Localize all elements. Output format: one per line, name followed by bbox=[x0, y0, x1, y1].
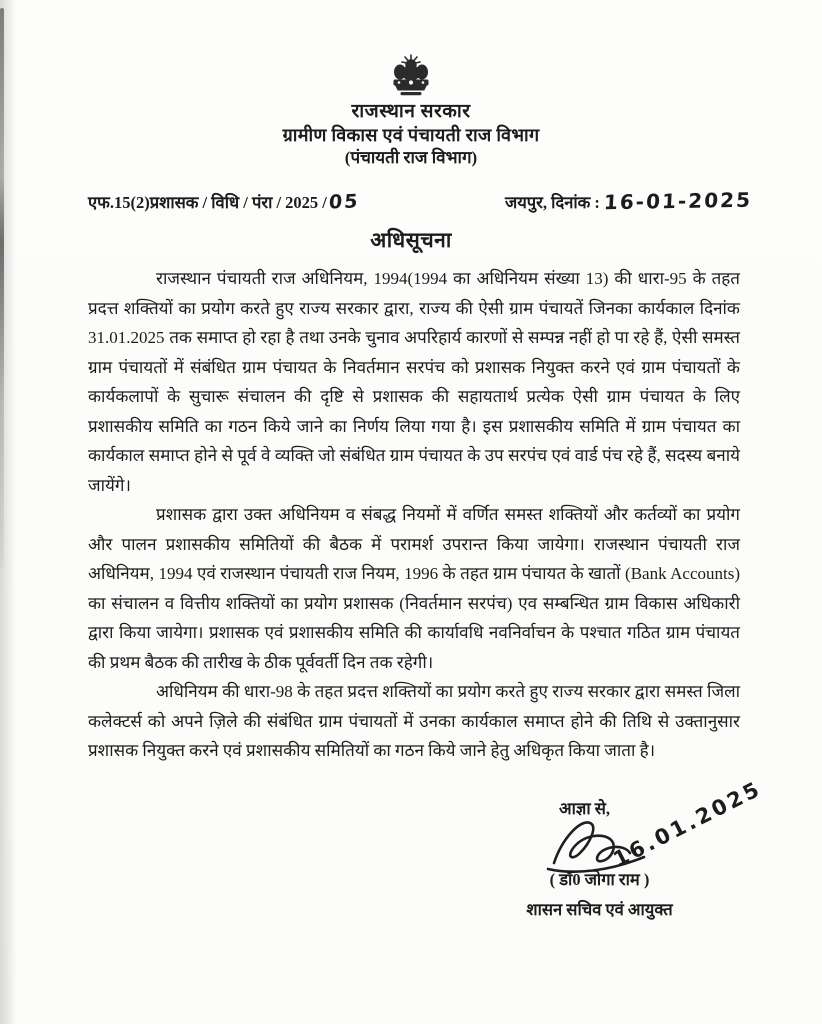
signature-date-handwritten: 16.01.2025 bbox=[609, 776, 766, 872]
signature-block bbox=[492, 776, 766, 920]
place-date-label: जयपुर, दिनांक : bbox=[504, 193, 600, 213]
issue-date-handwritten: 16-01-2025 bbox=[603, 187, 753, 215]
reference-row bbox=[88, 189, 752, 213]
file-number-handwritten: 05 bbox=[328, 190, 361, 214]
body-paragraph: अधिनियम की धारा-98 के तहत प्रदत्त शक्तियों का प्रयोग करते हुए राज्य सरकार द्वारा समस्त जिला कलेक्टर्स को अपने ज़िले की संबंधित ग्राम पंचायतों में उनका कार्यकाल समाप्त होने की तिथि से उक्तानुसार प्रशासक नियुक्त करने एवं प्रशासकीय समितियों का गठन किये जाने हेतु अधिकृत किया जाता है। bbox=[88, 682, 740, 761]
notification-title: अधिसूचना bbox=[370, 228, 452, 253]
place-date bbox=[505, 189, 752, 213]
body-paragraph: प्रशासक द्वारा उक्त अधिनियम व संबद्ध नियमों में वर्णित समस्त शक्तियों और कर्तव्यों का प्रयोग और पालन प्रशासकीय समितियों की बैठक में परामर्श उपरान्त किया जायेगा। राजस्थान पंचायती राज अधिनियम, 1994 एवं राजस्थान पंचायती राज नियम, 1996 के तहत ग्राम पंचायत के खातों (Bank Accounts) का संचालन व वित्तीय शक्तियों का प्रयोग प्रशासक (निवर्तमान सरपंच) एव सम्बन्धित ग्राम विकास अधिकारी द्वारा किया जायेगा। प्रशासक एवं प्रशासकीय समिति की कार्यावधि नवनिर्वाचन के पश्चात गठित ग्राम पंचायत की प्रथम बैठक की तारीख के ठीक पूर्ववर्ती दिन तक रहेगी। bbox=[88, 505, 740, 672]
signatory-designation: शासन सचिव एवं आयुक्त bbox=[526, 900, 673, 919]
department-name: ग्रामीण विकास एवं पंचायती राज विभाग bbox=[282, 125, 540, 146]
letterhead bbox=[0, 0, 822, 169]
signatory-name: ( डॉ0 जोगा राम ) bbox=[549, 870, 650, 889]
by-order-text: आज्ञा से, bbox=[558, 799, 611, 818]
file-number bbox=[88, 190, 359, 213]
body-paragraph: राजस्थान पंचायती राज अधिनियम, 1994(1994 का अधिनियम संख्या 13) की धारा-95 के तहत प्रदत्त शक्तियों का प्रयोग करते हुए राज्य सरकार द्वारा, राज्य की ऐसी ग्राम पंचायतें जिनका कार्यकाल दिनांक 31.01.2025 तक समाप्त हो रहा है तथा उनके चुनाव अपरिहार्य कारणों से सम्पन्न नहीं हो पा रहे हैं, ऐसी समस्त ग्राम पंचायतों में संबंधित ग्राम पंचायत के निवर्तमान सरपंच को प्रशासक नियुक्त करने एवं ग्राम पंचायतों के कार्यकलापों के सुचारू संचालन की दृष्टि से प्रशासक की सहायतार्थ प्रत्येक ऐसी ग्राम पंचायत के लिए प्रशासकीय समिति का गठन किये जाने का निर्णय लिया गया है। इस प्रशासकीय समिति में ग्राम पंचायत का कार्यकाल समाप्त होने से पूर्व वे व्यक्ति जो संबंधित ग्राम पंचायत के उप सरपंच एवं वार्ड पंच रहे हैं, सदस्य बनाये जायेंगे। bbox=[88, 269, 740, 495]
file-number-printed: एफ.15(2)प्रशासक / विधि / पंरा / 2025 / bbox=[88, 193, 327, 213]
sub-department-name: (पंचायती राज विभाग) bbox=[344, 148, 478, 168]
national-emblem-icon bbox=[389, 54, 433, 96]
government-name: राजस्थान सरकार bbox=[351, 101, 471, 122]
notification-body bbox=[88, 264, 740, 766]
